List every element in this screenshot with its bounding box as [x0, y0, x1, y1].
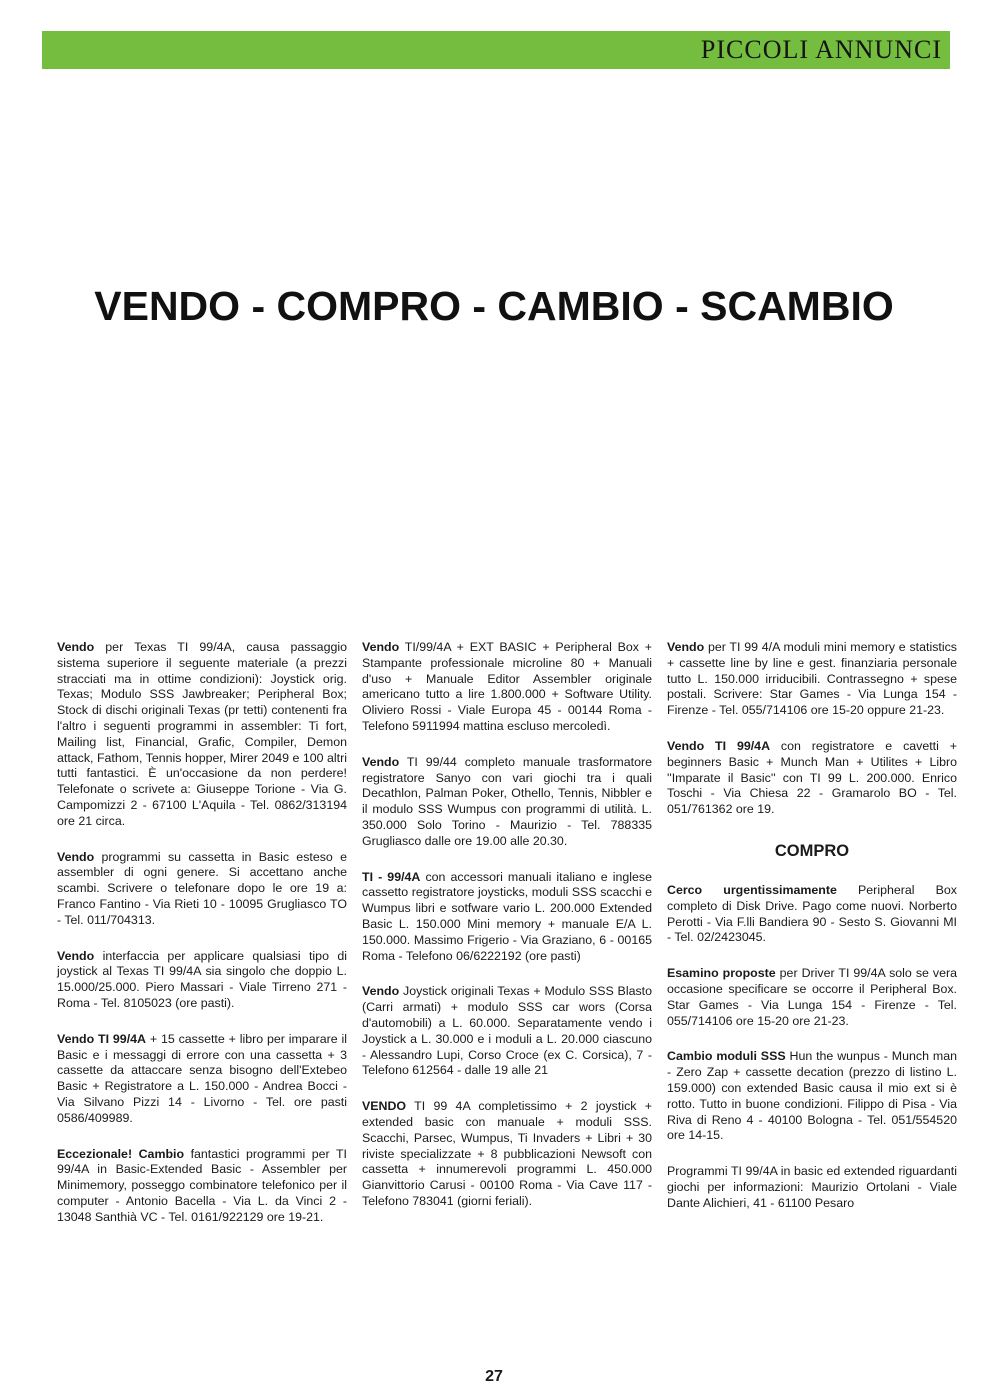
classified-ad	[667, 640, 957, 719]
page-title: VENDO - COMPRO - CAMBIO - SCAMBIO	[94, 283, 894, 329]
ad-text: Hun the wunpus - Munch man - Zero Zap + cassette decation (prezzo di listino L. 159.000) con extended Basic causa il mio ext si è rotto. Tutto in buone condizioni. Filippo di Pisa - Via Riva di Reno 4 - 40100 Bologna - Tel. 051/554520 ore 14-15.	[667, 1049, 957, 1143]
classified-ad	[57, 1147, 347, 1226]
ad-lead: Vendo	[57, 849, 95, 864]
ad-text: con registratore e cavetti + beginners Basic + Munch Man + Utilites + Libro ''Imparate il Basic'' con TI 99 L. 200.000. Enrico Toschi - Via Chiesa 22 - Gramarolo BO - Tel. 051/761362 ore 19.	[667, 738, 957, 817]
classified-ad	[667, 1049, 957, 1144]
ad-lead: Vendo	[362, 640, 400, 654]
ad-text: TI 99/44 completo manuale trasformatore registratore Sanyo con vari giochi tra i quali Decathlon, Palman Poker, Othello, Tennis, Nibbler e il modulo SSS Wumpus con programmi di utilità. L. 350.000 Solo Torino - Maurizio - Tel. 788335 Grugliasco dalle ore 19.00 alle 20.30.	[362, 754, 652, 848]
classified-ad	[362, 640, 652, 735]
ad-text: per TI 99 4/A moduli mini memory e statistics + cassette line by line e gest. finanziaria personale tutto L. 150.000 irriducibili. Contrassegno + spese postali. Scrivere: Star Games - Via Lunga 154 - Firenze - Tel. 055/714106 ore 15-20 oppure 21-23.	[667, 640, 957, 718]
ad-text: TI 99 4A completissimo + 2 joystick + extended basic con manuale + moduli SSS. Scacchi, Parsec, Wumpus, Ti Invaders + Libri + 30 riviste specializzate + 8 pubblicazioni Newsoft con cassetta + innumerevoli programmi L. 450.000 Gianvittorio Carusi - 00100 Roma - Via Cave 117 - Telefono 783041 (giorni feriali).	[362, 1099, 652, 1208]
ad-lead: Vendo	[57, 640, 95, 654]
ad-text: interfaccia per applicare qualsiasi tipo di joystick al Texas TI 99/4A sia singolo che doppio L. 15.000/25.000. Piero Massari - Viale Tirreno 271 - Roma - Tel. 8105023 (ore pasti).	[57, 948, 347, 1010]
classified-ad	[667, 739, 957, 818]
ad-text: per Driver TI 99/4A solo se vera occasione specificare se occorre il Peripheral Box. Star Games - Via Lunga 154 - Firenze - Tel. 055/714106 ore 15-20 ore 21-23.	[667, 966, 958, 1028]
section-title: PICCOLI ANNUNCI	[700, 35, 942, 64]
ad-lead: Esamino proposte	[667, 966, 776, 981]
ad-lead: Eccezionale! Cambio	[57, 1146, 185, 1161]
compro-heading: COMPRO	[774, 841, 850, 860]
ads-column-1	[57, 640, 347, 1246]
ad-lead: Cambio moduli SSS	[667, 1049, 786, 1064]
classified-ad	[667, 966, 957, 1029]
ads-column-2	[362, 640, 652, 1230]
ads-column-3	[667, 640, 957, 1232]
ad-text: programmi su cassetta in Basic esteso e assembler di ogni genere. Si accettano anche scambi. Scrivere o telefonare dopo le ore 19 a: Franco Fantino - Via Rieti 10 - 10095 Grugliasco TO - Tel. 011/704313.	[57, 849, 347, 927]
ad-text: Joystick originali Texas + Modulo SSS Blasto (Carri armati) + modulo SSS car wors (Corsa d'automobili) a L. 60.000. Separatamente vendo i Joystick a L. 30.000 e i moduli a L. 20.000 ciascuno - Alessandro Lupi, Corso Croce (ex C. Corsica), 7 - Telefono 612564 - dalle 19 alle 21	[362, 984, 652, 1078]
ad-lead: Vendo	[667, 640, 705, 654]
ad-lead: VENDO	[362, 1099, 407, 1114]
classified-ad	[57, 850, 347, 929]
ad-lead: Cerco urgentissimamente	[667, 882, 837, 897]
ad-text: + 15 cassette + libro per imparare il Basic e i messaggi di errore con una cassetta + 3 cassette da attaccare senza bisogno dell'Extebeo Basic + Registratore a L. 150.000 - Andrea Bocci - Via Silvano Pizzi 14 - Livorno - Tel. ore pasti 0586/409989.	[57, 1031, 347, 1125]
classified-ad	[57, 949, 347, 1012]
ad-lead: Vendo	[57, 948, 95, 963]
ad-text: per Texas TI 99/4A, causa passaggio sistema superiore il seguente materiale (a prezzi stracciati ma in ottime condizioni): Joystick orig. Texas; Modulo SSS Jawbreaker; Peripheral Box; Stock di dischi originali Texas (pr tetti) contenenti fra l'altro i seguenti programmi in assembler: Ti fort, Mailing list, Financial, Grafic, Compiler, Demon attack, Fathom, Tennis hopper, Mirer 2049 e 100 altri tutti fantastici. È un'occasione da non perdere! Telefonate o scrivete a: Giuseppe Torione - Via G. Campomizzi 2 - 67100 L'Aquila - Tel. 0862/313194 ore 21 circa.	[57, 640, 347, 828]
page-number: 27	[485, 1368, 503, 1385]
ad-text: TI/99/4A + EXT BASIC + Peripheral Box + Stampante professionale microline 80 + Manuali d'uso + Manuale Editor Assembler originale americano tutto a lire 1.800.000 + Software Utility. Oliviero Rossi - Viale Europa 45 - 00144 Roma - Telefono 5911994 mattina escluso mercoledì.	[362, 640, 652, 733]
ad-lead: Vendo TI 99/4A	[667, 738, 771, 753]
classified-ad	[57, 640, 347, 830]
classified-ad	[362, 870, 652, 965]
ad-text: con accessori manuali italiano e inglese cassetto registratore joysticks, moduli SSS scacchi e Wumpus libri e sotfware vario L. 200.000 Extended Basic L. 150.000 Mini memory + manuale E/A L. 150.000. Massimo Frigerio - Via Graziano, 6 - 00165 Roma - Telefono 06/6222192 (ore pasti)	[362, 869, 652, 963]
classified-ad	[667, 1164, 957, 1211]
classified-ad	[362, 1099, 652, 1210]
classified-ad	[57, 1032, 347, 1127]
ad-lead: TI - 99/4A	[362, 869, 421, 884]
ad-text: Peripheral Box completo di Disk Drive. Pago come nuovi. Norberto Perotti - Via F.lli Bandiera 90 - Sesto S. Giovanni MI - Tel. 02/2423045.	[667, 882, 958, 945]
section-header-bar	[42, 31, 950, 69]
ad-lead: Vendo	[362, 984, 400, 999]
ad-lead: Vendo TI 99/4A	[57, 1031, 146, 1046]
ad-text: fantastici programmi per TI 99/4A in Basic-Extended Basic - Assembler per Minimemory, posseggo combinatore telefonico per il computer - Antonio Bacella - Via L. da Vinci 2 - 13048 Santhià VC - Tel. 0161/922129 ore 19-21.	[57, 1146, 347, 1224]
ad-text: Programmi TI 99/4A in basic ed extended riguardanti giochi per informazioni: Maurizio Ortolani - Viale Dante Alichieri, 41 - 61100 Pesaro	[667, 1164, 957, 1210]
classified-ad	[362, 755, 652, 850]
ad-lead: Vendo	[362, 754, 400, 769]
classified-ad	[362, 984, 652, 1079]
classified-ad	[667, 883, 957, 946]
